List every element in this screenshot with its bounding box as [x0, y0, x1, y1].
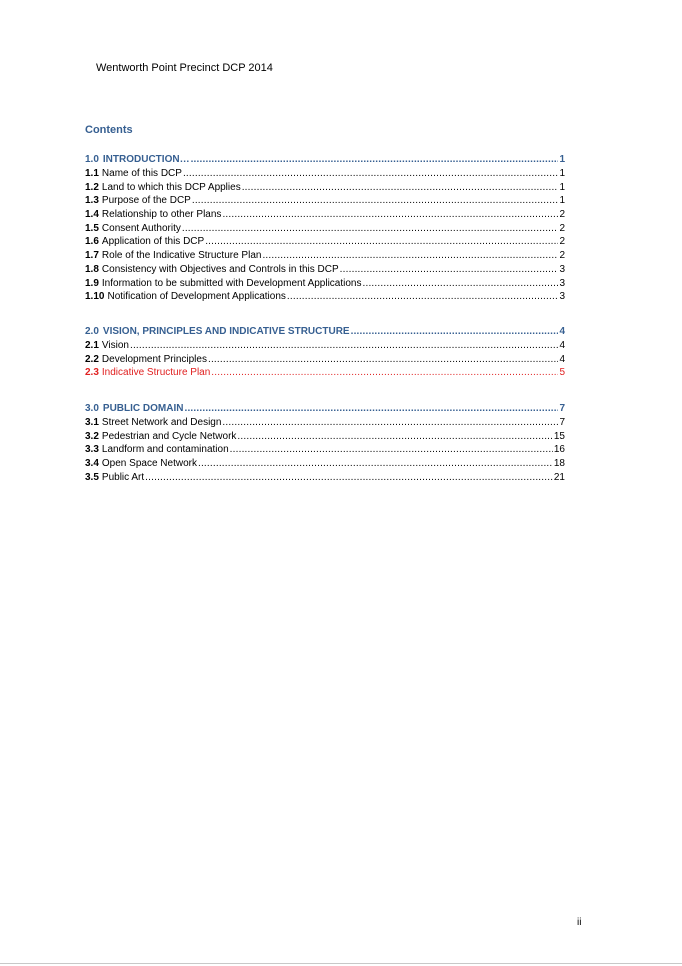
- leader-dots: [230, 443, 553, 457]
- entry-page: 7: [559, 417, 565, 428]
- entry-title: Application of this DCP: [101, 236, 205, 248]
- section-title: INTRODUCTION…: [102, 154, 190, 165]
- toc-entry[interactable]: [85, 277, 565, 291]
- entry-number: 1.5: [85, 222, 99, 234]
- page-number: ii: [577, 917, 582, 928]
- entry-number: 2.1: [85, 340, 99, 351]
- section-title: VISION, PRINCIPLES AND INDICATIVE STRUCTURE: [102, 326, 350, 337]
- toc-section-heading[interactable]: [85, 152, 565, 167]
- entry-page: 2: [559, 209, 565, 221]
- entry-page: 4: [559, 340, 565, 351]
- entry-page: 1: [559, 181, 565, 193]
- leader-dots: [198, 457, 553, 471]
- entry-title: Vision: [101, 340, 129, 351]
- entry-number: 1.7: [85, 250, 99, 262]
- leader-dots: [205, 235, 558, 249]
- leader-dots: [242, 181, 559, 195]
- toc-entry[interactable]: [85, 339, 565, 353]
- entry-number: 1.2: [85, 181, 99, 193]
- toc-entry[interactable]: [85, 249, 565, 263]
- entry-number: 3.2: [85, 430, 99, 442]
- toc-entry[interactable]: [85, 167, 565, 181]
- toc-entry[interactable]: [85, 181, 565, 195]
- section-title: PUBLIC DOMAIN: [102, 403, 184, 414]
- leader-dots: [262, 249, 558, 263]
- entry-number: 1.3: [85, 195, 99, 207]
- entry-title: Street Network and Design: [101, 417, 222, 428]
- entry-title: Open Space Network: [101, 458, 197, 470]
- leader-dots: [182, 222, 559, 236]
- leader-dots: [351, 324, 559, 339]
- entry-title: Information to be submitted with Development Applications: [101, 277, 362, 289]
- leader-dots: [287, 290, 559, 304]
- entry-page: 2: [559, 250, 565, 262]
- leader-dots: [340, 263, 559, 277]
- entry-page: 15: [553, 430, 565, 442]
- leader-dots: [191, 152, 559, 167]
- entry-title: Notification of Development Applications: [107, 291, 286, 303]
- entry-number: 1.4: [85, 209, 99, 221]
- toc-entry[interactable]: [85, 471, 565, 485]
- leader-dots: [222, 416, 558, 430]
- entry-title: Role of the Indicative Structure Plan: [101, 250, 262, 262]
- leader-dots: [208, 353, 558, 367]
- section-number: 1.0: [85, 154, 99, 165]
- toc-section-1: [85, 152, 565, 304]
- entry-number: 1.9: [85, 277, 99, 289]
- section-page: 1: [559, 154, 565, 165]
- entry-page: 3: [559, 277, 565, 289]
- toc-entry[interactable]: [85, 222, 565, 236]
- section-number: 3.0: [85, 403, 99, 414]
- toc-entry-highlighted[interactable]: [85, 366, 565, 380]
- toc-section-2: [85, 324, 565, 380]
- entry-title: Pedestrian and Cycle Network: [101, 430, 237, 442]
- entry-title: Name of this DCP: [101, 168, 182, 179]
- leader-dots: [184, 401, 558, 416]
- entry-title: Development Principles: [101, 353, 207, 365]
- leader-dots: [130, 339, 558, 353]
- section-number: 2.0: [85, 326, 99, 337]
- entry-page: 3: [559, 263, 565, 275]
- toc-entry[interactable]: [85, 353, 565, 367]
- entry-number: 2.3: [85, 367, 99, 379]
- entry-title: Public Art: [101, 471, 145, 483]
- entry-number: 2.2: [85, 353, 99, 365]
- entry-page: 2: [559, 222, 565, 234]
- toc-entry[interactable]: [85, 290, 565, 304]
- entry-title: Land to which this DCP Applies: [101, 181, 241, 193]
- entry-page: 5: [559, 367, 565, 379]
- leader-dots: [237, 430, 552, 444]
- section-page: 4: [559, 326, 565, 337]
- entry-number: 3.1: [85, 417, 99, 428]
- entry-number: 1.8: [85, 263, 99, 275]
- leader-dots: [363, 277, 559, 291]
- section-page: 7: [559, 403, 565, 414]
- entry-page: 1: [559, 168, 565, 179]
- entry-number: 3.5: [85, 471, 99, 483]
- entry-title: Relationship to other Plans: [101, 209, 222, 221]
- entry-number: 1.1: [85, 168, 99, 179]
- entry-title: Purpose of the DCP: [101, 195, 191, 207]
- leader-dots: [222, 208, 558, 222]
- entry-page: 2: [559, 236, 565, 248]
- entry-number: 1.6: [85, 236, 99, 248]
- leader-dots: [183, 167, 559, 181]
- entry-number: 1.10: [85, 291, 105, 303]
- entry-page: 4: [559, 353, 565, 365]
- toc-entry[interactable]: [85, 443, 565, 457]
- entry-title: Consent Authority: [101, 222, 181, 234]
- page-bottom-edge: [0, 963, 682, 964]
- entry-title: Consistency with Objectives and Controls in this DCP: [101, 263, 339, 275]
- toc-entry[interactable]: [85, 194, 565, 208]
- entry-page: 21: [553, 471, 565, 483]
- toc-entry[interactable]: [85, 263, 565, 277]
- toc-entry[interactable]: [85, 208, 565, 222]
- entry-page: 18: [553, 458, 565, 470]
- toc-section-3: [85, 401, 565, 484]
- entry-page: 3: [559, 291, 565, 303]
- entry-number: 3.4: [85, 458, 99, 470]
- entry-title: Indicative Structure Plan: [101, 367, 211, 379]
- toc-section-heading[interactable]: [85, 324, 565, 339]
- document-header: Wentworth Point Precinct DCP 2014: [96, 62, 273, 74]
- toc-entry[interactable]: [85, 235, 565, 249]
- entry-page: 1: [559, 195, 565, 207]
- entry-title: Landform and contamination: [101, 444, 229, 456]
- toc-entry[interactable]: [85, 430, 565, 444]
- leader-dots: [192, 194, 559, 208]
- toc-entry[interactable]: [85, 416, 565, 430]
- leader-dots: [211, 366, 558, 380]
- toc-section-heading[interactable]: [85, 401, 565, 416]
- entry-page: 16: [553, 444, 565, 456]
- entry-number: 3.3: [85, 444, 99, 456]
- contents-heading: Contents: [85, 124, 133, 136]
- leader-dots: [145, 471, 553, 485]
- toc-entry[interactable]: [85, 457, 565, 471]
